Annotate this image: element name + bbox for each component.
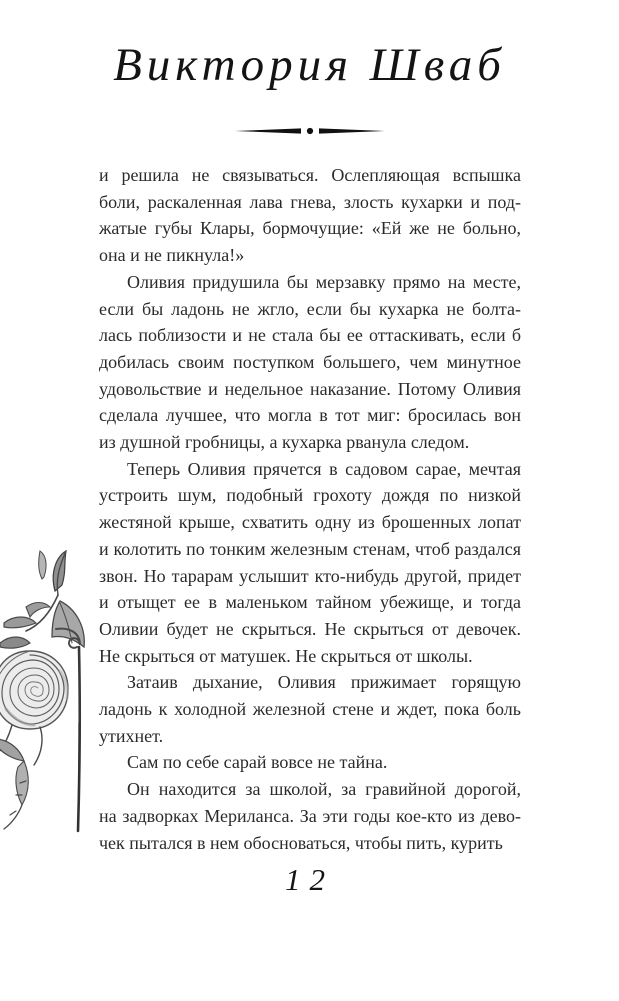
text-line: Оливии будет не скрыться. Не скрыться от девочек.: [99, 618, 521, 639]
text-line: чек пытался в нем обосноваться, чтобы пить, курить: [99, 832, 503, 853]
text-line: и отыщет ее в маленьком тайном убежище, и тогда: [99, 592, 521, 613]
ornamental-divider-icon: [234, 124, 386, 138]
text-line: устроить шум, подобный грохоту дождя по низкой: [99, 485, 521, 506]
text-line: Затаив дыхание, Оливия прижимает горящую: [127, 672, 521, 693]
text-line: если бы ладонь не жгло, если бы кухарка не болта-: [99, 298, 521, 319]
text-line: Не скрыться от матушек. Не скрыться от школы.: [99, 645, 473, 666]
text-line: добилась своим поступком большего, чем минутное: [99, 351, 521, 372]
text-line: жестяной крыше, схватить одну из брошенных лопат: [99, 512, 521, 533]
body-text: [99, 162, 521, 856]
text-line: и колотить по тонким железным стенам, чтоб раздался: [99, 538, 521, 559]
text-line: звон. Но тарарам услышит кто-нибудь другой, придет: [99, 565, 521, 586]
text-line: лась поблизости и не стала бы ее оттаскивать, если б: [99, 325, 521, 346]
text-line: Сам по себе сарай вовсе не тайна.: [127, 752, 388, 773]
text-line: и решила не связываться. Ослепляющая вспышка: [99, 165, 521, 185]
text-line: боли, раскаленная лава гнева, злость кухарки и под-: [99, 191, 521, 212]
author-header: Виктория Шваб: [113, 39, 506, 91]
text-line: жатые губы Клары, бормочущие: «Ей же не больно,: [99, 218, 521, 239]
text-line: Теперь Оливия прячется в садовом сарае, мечтая: [127, 458, 521, 479]
text-line: ладонь к холодной железной стене и ждет, пока боль: [99, 699, 521, 720]
text-line: Оливия придушила бы мерзавку прямо на месте,: [127, 271, 521, 292]
text-line: она и не пикнула!»: [99, 245, 245, 266]
text-line: Он находится за школой, за гравийной дорогой,: [127, 779, 521, 800]
page-number: 12: [285, 862, 334, 897]
text-line: из душной гробницы, а кухарка рванула следом.: [99, 432, 470, 453]
rose-illustration: [0, 543, 102, 845]
text-line: сделала лучшее, что могла в тот миг: бросилась вон: [99, 405, 521, 426]
text-line: утихнет.: [99, 725, 164, 746]
text-line: удовольствие и недельное наказание. Потому Оливия: [99, 378, 521, 399]
text-line: на задворках Мериланса. За эти годы кое-кто из дево-: [99, 805, 521, 826]
